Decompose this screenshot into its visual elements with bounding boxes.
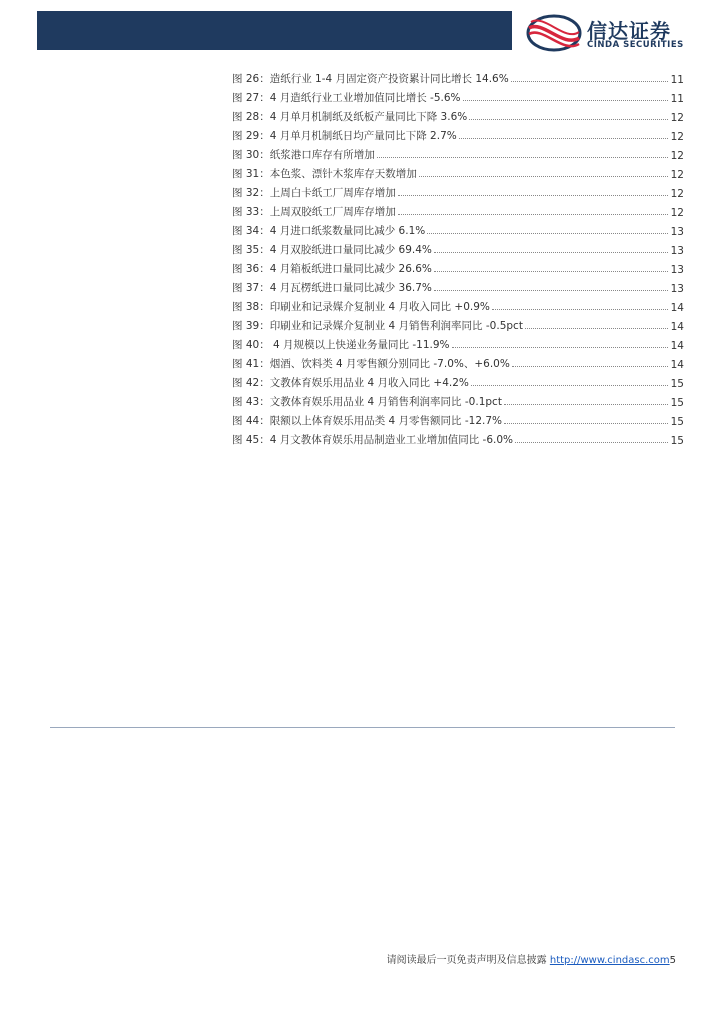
- toc-entry[interactable]: [232, 390, 684, 409]
- disclaimer-text: 请阅读最后一页免责声明及信息披露: [386, 955, 550, 966]
- toc-entry[interactable]: [232, 219, 684, 238]
- toc-entry[interactable]: [232, 257, 684, 276]
- toc-entry-label: 图 42：文教体育娱乐用品业 4 月收入同比 +4.2%: [232, 377, 469, 389]
- page-divider: [50, 727, 675, 728]
- toc-dot-leader: [459, 138, 668, 139]
- toc-entry[interactable]: [232, 314, 684, 333]
- toc-entry-label: 图 40： 4 月规模以上快递业务量同比 -11.9%: [232, 339, 450, 351]
- toc-entry-page: 12: [670, 112, 684, 124]
- toc-entry-page: 12: [670, 207, 684, 219]
- toc-dot-leader: [434, 290, 668, 291]
- toc-entry[interactable]: [232, 352, 684, 371]
- toc-dot-leader: [525, 328, 668, 329]
- toc-dot-leader: [398, 214, 668, 215]
- toc-dot-leader: [511, 81, 668, 82]
- toc-entry[interactable]: [232, 276, 684, 295]
- toc-entry-label: 图 31：本色浆、漂针木浆库存天数增加: [232, 168, 417, 180]
- toc-entry[interactable]: [232, 371, 684, 390]
- footer: [387, 951, 676, 966]
- toc-entry-page: 13: [670, 245, 684, 257]
- toc-entry-label: 图 37：4 月瓦楞纸进口量同比减少 36.7%: [232, 282, 432, 294]
- toc-entry-page: 11: [670, 93, 684, 105]
- toc-dot-leader: [398, 195, 668, 196]
- toc-entry-label: 图 30：纸浆港口库存有所增加: [232, 149, 375, 161]
- toc-dot-leader: [504, 404, 668, 405]
- toc-entry[interactable]: [232, 295, 684, 314]
- toc-entry-label: 图 33：上周双胶纸工厂周库存增加: [232, 206, 396, 218]
- toc-dot-leader: [504, 423, 668, 424]
- toc-dot-leader: [419, 176, 668, 177]
- toc-entry[interactable]: [232, 333, 684, 352]
- toc-entry[interactable]: [232, 181, 684, 200]
- toc-entry-label: 图 41：烟酒、饮料类 4 月零售额分别同比 -7.0%、+6.0%: [232, 358, 510, 370]
- toc-entry[interactable]: [232, 428, 684, 447]
- toc-entry-page: 11: [670, 74, 684, 86]
- toc-entry-label: 图 28：4 月单月机制纸及纸板产量同比下降 3.6%: [232, 111, 468, 123]
- toc-entry-page: 12: [670, 131, 684, 143]
- toc-entry[interactable]: [232, 143, 684, 162]
- toc-entry-label: 图 29：4 月单月机制纸日均产量同比下降 2.7%: [232, 130, 457, 142]
- toc-entry-label: 图 32：上周白卡纸工厂周库存增加: [232, 187, 396, 199]
- toc-entry-page: 12: [670, 188, 684, 200]
- toc-entry[interactable]: [232, 86, 684, 105]
- brand-logo: [525, 14, 700, 54]
- toc-entry-label: 图 26：造纸行业 1-4 月固定资产投资累计同比增长 14.6%: [232, 73, 509, 85]
- toc-dot-leader: [512, 366, 668, 367]
- toc-dot-leader: [463, 100, 668, 101]
- toc-entry-label: 图 38：印刷业和记录媒介复制业 4 月收入同比 +0.9%: [232, 301, 490, 313]
- toc-entry-page: 14: [670, 340, 684, 352]
- toc-entry-label: 图 35：4 月双胶纸进口量同比减少 69.4%: [232, 244, 432, 256]
- toc-dot-leader: [471, 385, 668, 386]
- toc-entry-label: 图 43：文教体育娱乐用品业 4 月销售利润率同比 -0.1pct: [232, 396, 502, 408]
- toc-entry[interactable]: [232, 124, 684, 143]
- toc-entry-page: 15: [670, 416, 684, 428]
- website-link[interactable]: http://www.cindasc.com: [549, 955, 670, 966]
- cinda-logo-icon: [525, 14, 583, 52]
- toc-entry-page: 13: [670, 226, 684, 238]
- toc-entry-page: 13: [670, 283, 684, 295]
- toc-entry-label: 图 39：印刷业和记录媒介复制业 4 月销售利润率同比 -0.5pct: [232, 320, 523, 332]
- toc-entry-page: 15: [670, 397, 684, 409]
- toc-entry-page: 12: [670, 150, 684, 162]
- toc-entry-page: 14: [670, 359, 684, 371]
- toc-entry-page: 15: [670, 378, 684, 390]
- toc-dot-leader: [469, 119, 668, 120]
- toc-entry[interactable]: [232, 105, 684, 124]
- toc-dot-leader: [377, 157, 668, 158]
- toc-entry-page: 12: [670, 169, 684, 181]
- header-band: [37, 11, 512, 50]
- toc-entry-page: 13: [670, 264, 684, 276]
- toc-entry-page: 15: [670, 435, 684, 447]
- figure-index-list: [232, 67, 684, 447]
- toc-dot-leader: [427, 233, 668, 234]
- toc-entry-label: 图 34：4 月进口纸浆数量同比减少 6.1%: [232, 225, 426, 237]
- toc-dot-leader: [515, 442, 668, 443]
- brand-name-en: CINDA SECURITIES: [587, 40, 684, 50]
- toc-entry-page: 14: [670, 321, 684, 333]
- toc-entry[interactable]: [232, 238, 684, 257]
- toc-entry-page: 14: [670, 302, 684, 314]
- toc-dot-leader: [452, 347, 668, 348]
- toc-entry-label: 图 44：限额以上体育娱乐用品类 4 月零售额同比 -12.7%: [232, 415, 503, 427]
- toc-entry[interactable]: [232, 409, 684, 428]
- toc-entry-label: 图 36：4 月箱板纸进口量同比减少 26.6%: [232, 263, 432, 275]
- toc-dot-leader: [434, 252, 668, 253]
- brand-name-cn: 信达证券: [587, 19, 671, 43]
- toc-entry-label: 图 27：4 月造纸行业工业增加值同比增长 -5.6%: [232, 92, 461, 104]
- toc-dot-leader: [434, 271, 668, 272]
- toc-entry[interactable]: [232, 200, 684, 219]
- page-number: 5: [669, 955, 676, 966]
- toc-entry-label: 图 45：4 月文教体育娱乐用品制造业工业增加值同比 -6.0%: [232, 434, 514, 446]
- toc-entry[interactable]: [232, 67, 684, 86]
- toc-dot-leader: [492, 309, 668, 310]
- toc-entry[interactable]: [232, 162, 684, 181]
